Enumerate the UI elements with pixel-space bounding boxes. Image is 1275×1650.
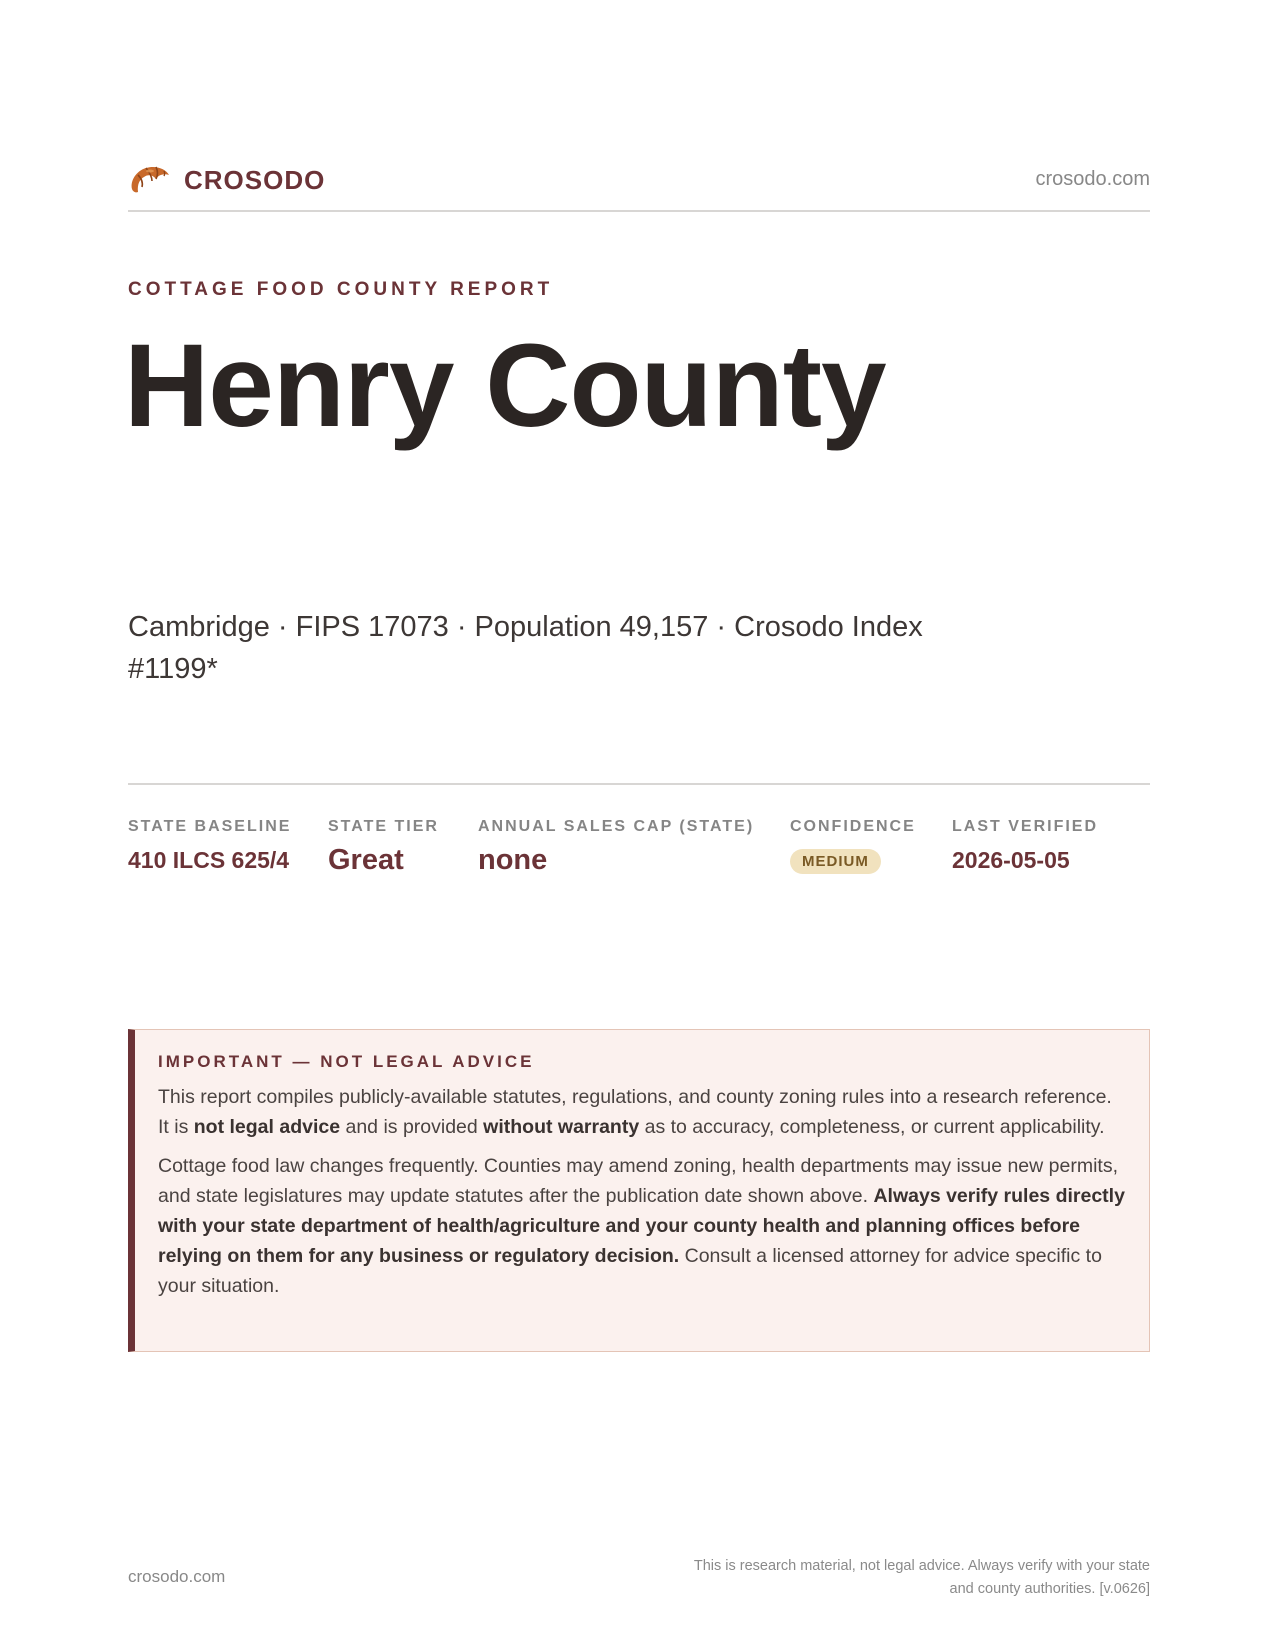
notice-emphasis: without warranty [483, 1116, 640, 1138]
notice-heading: IMPORTANT — NOT LEGAL ADVICE [158, 1052, 535, 1071]
notice-text: Cottage food law changes frequently. Counties may amend zoning, health departments may issue new permits, and state legislatures may update statutes after the publication date shown above. [158, 1155, 1118, 1207]
fact-label: LAST VERIFIED [952, 818, 1099, 835]
footer-disclaimer [590, 1555, 1150, 1601]
fact-value: none [478, 844, 548, 876]
notice-text: Consult a licensed attorney for advice specific to your situation. [158, 1245, 1102, 1297]
facts-row [128, 818, 1150, 898]
legal-notice [128, 1029, 1150, 1352]
notice-emphasis: Always verify rules directly with your state department of health/agriculture and your county health and planning offices before relying on them for any business or regulatory decision. [158, 1185, 1125, 1267]
fact-value: Great [328, 844, 404, 876]
fact-label: ANNUAL SALES CAP (STATE) [478, 818, 755, 835]
header-divider [128, 210, 1150, 212]
county-subline: Cambridge · FIPS 17073 · Population 49,157 · Crosodo Index #1199* [128, 611, 923, 685]
footer-disclaimer-line: and county authorities. [v.0626] [949, 1581, 1150, 1597]
fact-state-baseline [128, 818, 291, 874]
fact-last-verified [952, 818, 1098, 874]
report-eyebrow: COTTAGE FOOD COUNTY REPORT [128, 279, 554, 300]
brand-name: CROSODO [184, 165, 326, 195]
notice-text: This report compiles publicly-available statutes, regulations, and county zoning rules into a research reference. It is [158, 1086, 1112, 1138]
fact-confidence [790, 818, 916, 874]
page-title: Henry County [124, 320, 886, 452]
notice-emphasis: not legal advice [193, 1116, 341, 1138]
fact-state-tier [328, 818, 439, 877]
site-url-link[interactable]: crosodo.com [1035, 168, 1150, 190]
fact-sales-cap [478, 818, 754, 877]
notice-paragraph [158, 1151, 1125, 1301]
notice-text: and is provided [340, 1116, 484, 1138]
fact-label: STATE TIER [328, 818, 439, 835]
fact-value: 2026-05-05 [952, 847, 1070, 873]
fact-label: STATE BASELINE [128, 818, 292, 835]
fact-value: 410 ILCS 625/4 [128, 847, 290, 873]
footer-disclaimer-line: This is research material, not legal advice. Always verify with your state [693, 1558, 1150, 1574]
notice-text: as to accuracy, completeness, or current applicability. [639, 1116, 1105, 1138]
footer-url-link[interactable]: crosodo.com [128, 1567, 226, 1586]
croissant-icon [128, 159, 172, 199]
confidence-badge: MEDIUM [790, 849, 881, 874]
section-divider [128, 783, 1150, 785]
brand-header [128, 155, 1150, 205]
notice-paragraph [158, 1082, 1125, 1142]
fact-label: CONFIDENCE [790, 818, 916, 835]
report-page [124, 0, 1150, 1650]
